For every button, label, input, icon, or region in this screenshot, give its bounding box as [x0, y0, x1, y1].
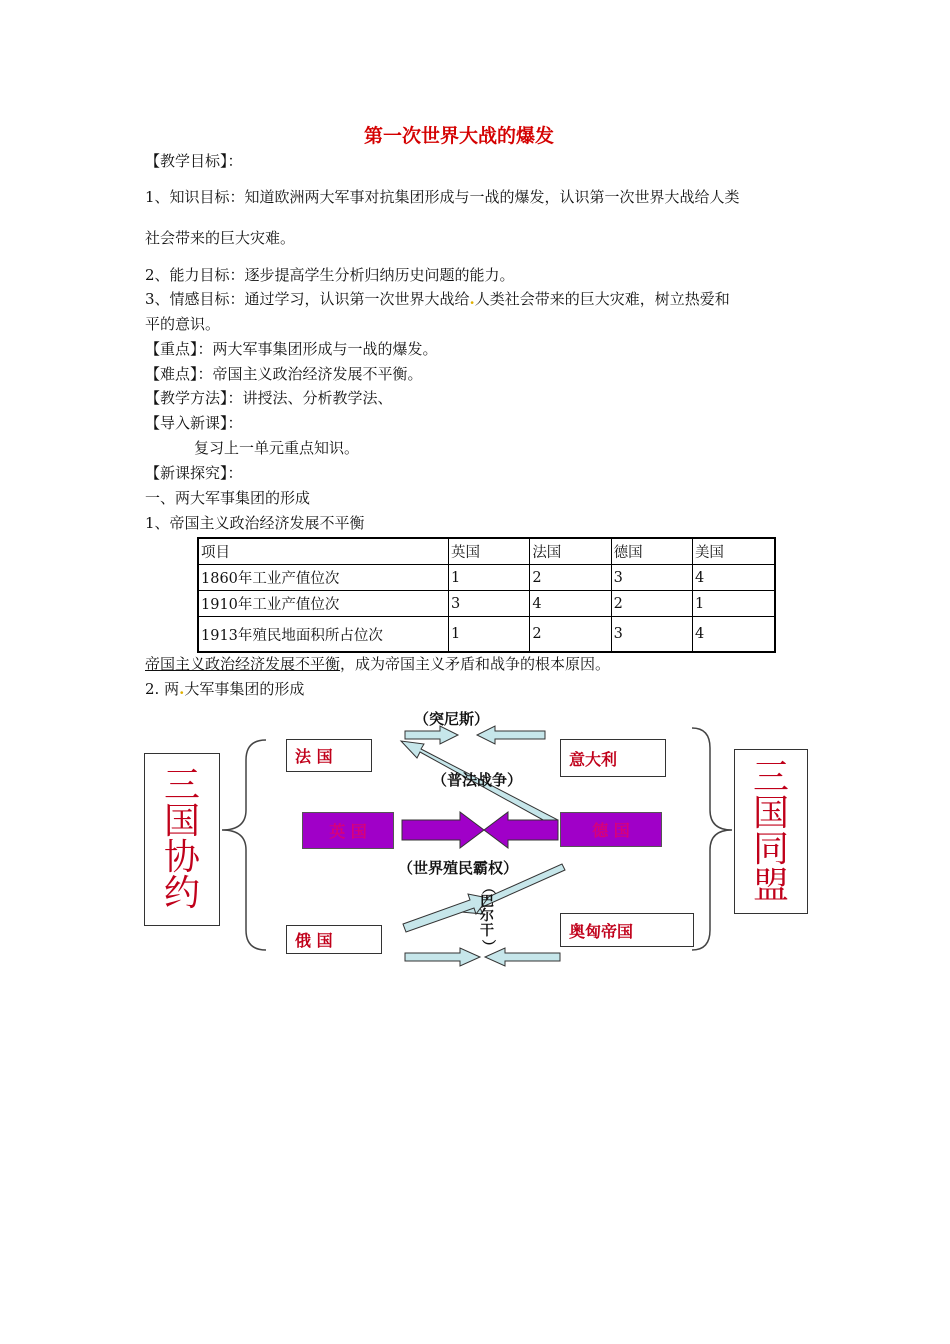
country-box-france: 法 国: [286, 739, 372, 772]
table-cell: 1: [449, 617, 530, 653]
subheading-2-b: 大军事集团的形成: [184, 680, 305, 698]
balkan-char: 巴: [480, 893, 494, 910]
table-cell: 3: [611, 565, 692, 591]
table-header-cell: 美国: [692, 538, 775, 565]
table-header-cell: 德国: [611, 538, 692, 565]
goal-knowledge-line2: 社会带来的巨大灾难。: [145, 229, 296, 247]
difficult-point: 【难点】：帝国主义政治经济发展不平衡。: [145, 365, 423, 383]
table-cell: 3: [611, 617, 692, 653]
balkan-char: 尔: [480, 908, 494, 925]
table-cell: 1913年殖民地面积所占位次: [198, 617, 449, 653]
arrow-diagonal-balkan-2: [403, 894, 488, 932]
teaching-goals-label: 【教学目标】：: [145, 152, 243, 170]
country-box-austria-hungary: 奥匈帝国: [560, 913, 694, 947]
country-box-russia: 俄 国: [286, 925, 382, 954]
triple-entente-box: [144, 753, 220, 926]
goal-ability: 2、能力目标：逐步提高学生分析归纳历史问题的能力。: [145, 266, 515, 284]
section-heading-1: 一、两大军事集团的形成: [145, 489, 311, 507]
table-header-cell: 项目: [198, 538, 449, 565]
label-franco-prussian-war: （普法战争）: [432, 771, 523, 789]
conclusion-rest: ，成为帝国主义矛盾和战争的根本原因。: [340, 655, 611, 673]
table-cell: 1910年工业产值位次: [198, 591, 449, 617]
country-box-britain: 英 国: [302, 812, 394, 849]
entente-char: 约: [163, 872, 200, 914]
balkan-char: 干: [480, 923, 494, 940]
table-cell: 2: [530, 565, 611, 591]
country-box-germany: 德 国: [560, 812, 662, 847]
balkan-char: （: [479, 880, 496, 895]
yellow-dot-mark: .: [179, 680, 185, 698]
label-balkans: [478, 880, 496, 953]
label-colonial-hegemony: （世界殖民霸权）: [398, 859, 519, 877]
goal-emotion-text-b: 人类社会带来的巨大灾难，树立热爱和: [474, 290, 730, 308]
arrow-left-bottom: [485, 948, 560, 966]
table-cell: 2: [611, 591, 692, 617]
alliance-char: 国: [752, 792, 789, 834]
subheading-1: 1、帝国主义政治经济发展不平衡: [145, 514, 365, 532]
table-cell: 4: [692, 617, 775, 653]
table-header-cell: 英国: [449, 538, 530, 565]
table-cell: 3: [449, 591, 530, 617]
yellow-dot-mark: .: [469, 290, 475, 308]
goal-emotion-text-a: 3、情感目标：通过学习，认识第一次世界大战给: [145, 290, 470, 308]
label-tunisia: （突尼斯）: [414, 710, 490, 728]
table-cell: 1: [692, 591, 775, 617]
arrow-right-bottom: [405, 948, 480, 966]
entente-char: 协: [163, 836, 200, 878]
left-brace: [222, 740, 266, 950]
goal-emotion-line2: 平的意识。: [145, 315, 221, 333]
triple-alliance-box: [734, 749, 808, 914]
explore-label: 【新课探究】：: [145, 464, 243, 482]
table-cell: 2: [530, 617, 611, 653]
subheading-2-a: 2. 两: [145, 680, 180, 698]
page-title: 第一次世界大战的爆发: [364, 125, 555, 147]
table-cell: 1: [449, 565, 530, 591]
right-brace: [692, 728, 732, 950]
teaching-method: 【教学方法】：讲授法、分析教学法、: [145, 389, 393, 407]
alliance-char: 盟: [752, 864, 789, 906]
alliance-char: 三: [752, 756, 789, 798]
arrow-purple-right: [402, 812, 484, 848]
balkan-char: ）: [479, 939, 496, 954]
intro-label: 【导入新课】：: [145, 414, 243, 432]
goal-knowledge-line1: 1、知识目标：知道欧洲两大军事对抗集团形成与一战的爆发，认识第一次世界大战给人类: [145, 188, 740, 206]
country-box-italy: 意大利: [560, 739, 666, 777]
key-point: 【重点】：两大军事集团形成与一战的爆发。: [145, 340, 438, 358]
alliance-char: 同: [752, 828, 789, 870]
table-cell: 1860年工业产值位次: [198, 565, 449, 591]
entente-char: 国: [163, 800, 200, 842]
table-cell: 4: [692, 565, 775, 591]
table-header-cell: 法国: [530, 538, 611, 565]
intro-text: 复习上一单元重点知识。: [194, 439, 360, 457]
conclusion-underlined: 帝国主义政治经济发展不平衡: [145, 655, 341, 673]
table-cell: 4: [530, 591, 611, 617]
entente-char: 三: [163, 764, 200, 806]
